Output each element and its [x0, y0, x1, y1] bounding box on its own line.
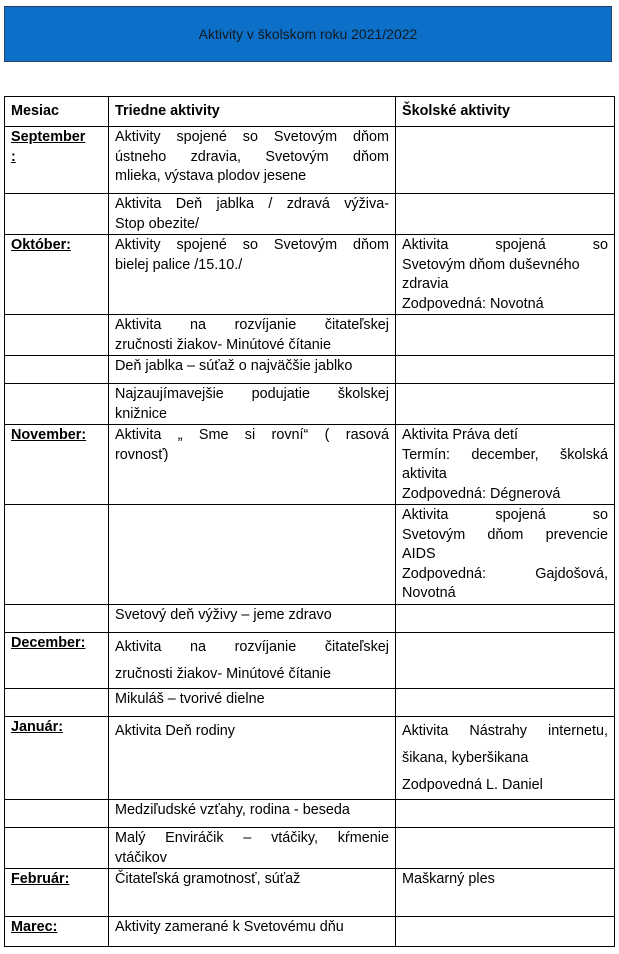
class-activity-cell-line: vtáčikov: [115, 849, 167, 866]
school-activity-cell: [396, 384, 615, 425]
school-activity-cell-line: AIDS: [402, 546, 436, 562]
table-row: [5, 127, 615, 194]
school-activity-cell-line: Novotná: [402, 585, 456, 601]
table-row: [5, 800, 615, 828]
month-label: Marec:: [11, 919, 58, 935]
month-cell: [5, 235, 109, 315]
school-activity-cell-line: Aktivita spojená so: [402, 237, 608, 253]
class-activity-cell: [109, 315, 396, 356]
month-cell: [5, 869, 109, 917]
class-activity-cell-line: Deň jablka – súťaž o najväčšie jablko: [115, 358, 353, 374]
month-label: December:: [11, 635, 86, 651]
school-activity-cell: [396, 425, 615, 505]
school-activity-cell: [396, 917, 615, 947]
class-activity-cell: [109, 356, 396, 384]
school-activity-cell: [396, 633, 615, 689]
class-activity-cell: [109, 917, 396, 947]
school-activity-cell-line: aktivita: [402, 466, 447, 482]
class-activity-cell-line: Malý Enviráčik – vtáčiky, kŕmenie: [115, 830, 389, 846]
month-cell: [5, 356, 109, 384]
school-activity-cell: [396, 869, 615, 917]
class-activity-cell-line: Mikuláš – tvorivé dielne: [115, 691, 265, 707]
month-label: November:: [11, 427, 87, 443]
header-banner: [4, 6, 612, 62]
class-activity-cell: [109, 605, 396, 633]
month-cell: [5, 505, 109, 605]
month-cell: [5, 315, 109, 356]
table-row: [5, 425, 615, 505]
class-activity-cell: [109, 505, 396, 605]
class-activity-cell-line: Najzaujímavejšie podujatie školskej: [115, 386, 389, 402]
school-activity-cell-line: Aktivita Práva detí: [402, 427, 518, 443]
class-activity-cell-line: Aktivity zamerané k Svetovému dňu: [115, 919, 344, 935]
table-row: [5, 505, 615, 605]
school-activity-cell-line: šikana, kyberšikana: [402, 750, 529, 766]
table-row: [5, 356, 615, 384]
class-activity-cell: [109, 828, 396, 869]
class-activity-cell: [109, 384, 396, 425]
school-activity-cell-line: Svetovým dňom prevencie: [402, 526, 608, 543]
month-cell: [5, 605, 109, 633]
school-activity-cell-line: Zodpovedná: Novotná: [402, 295, 544, 312]
class-activity-cell-line: Stop obezite/: [115, 215, 200, 232]
table-row: [5, 828, 615, 869]
month-label: Február:: [11, 871, 70, 887]
month-cell: [5, 384, 109, 425]
month-cell: [5, 917, 109, 947]
school-activity-cell: [396, 800, 615, 828]
school-activity-cell-line: Aktivita Nástrahy internetu,: [402, 723, 608, 739]
class-activity-cell: [109, 717, 396, 800]
class-activity-cell-line: Aktivita na rozvíjanie čitateľskej: [115, 317, 389, 333]
class-activity-cell-line: Aktivita Deň rodiny: [115, 723, 235, 739]
month-cell: [5, 425, 109, 505]
table-row: [5, 384, 615, 425]
table-row: [5, 315, 615, 356]
header-school-activities: Školské aktivity: [396, 97, 615, 127]
class-activity-cell-line: knižnice: [115, 405, 167, 422]
school-activity-cell-line: Termín: december, školská: [402, 446, 608, 463]
month-label: :: [11, 148, 16, 165]
class-activity-cell-line: bielej palice /15.10./: [115, 256, 243, 273]
school-activity-cell: [396, 717, 615, 800]
school-activity-cell-line: Zodpovedná: Gajdošová,: [402, 565, 608, 582]
school-activity-cell: [396, 689, 615, 717]
activities-table: [4, 96, 615, 947]
class-activity-cell-line: Medziľudské vzťahy, rodina - beseda: [115, 802, 350, 818]
table-row: [5, 869, 615, 917]
table-row: [5, 633, 615, 689]
school-activity-cell: [396, 356, 615, 384]
banner-title: Aktivity v školskom roku 2021/2022: [198, 26, 418, 42]
class-activity-cell-line: ústneho zdravia, Svetovým dňom: [115, 148, 389, 165]
month-cell: [5, 689, 109, 717]
class-activity-cell: [109, 800, 396, 828]
school-activity-cell: [396, 235, 615, 315]
header-class-activities: Triedne aktivity: [109, 97, 396, 127]
month-label: Október:: [11, 237, 71, 253]
school-activity-cell-line: Zodpovedná: Dégnerová: [402, 485, 561, 502]
school-activity-cell: [396, 505, 615, 605]
table-row: [5, 917, 615, 947]
table-header-row: [5, 97, 615, 127]
month-cell: [5, 633, 109, 689]
class-activity-cell: [109, 633, 396, 689]
class-activity-cell-line: Čitateľská gramotnosť, súťaž: [115, 871, 301, 887]
school-activity-cell: [396, 315, 615, 356]
class-activity-cell-line: Aktivita Deň jablka / zdravá výživa-: [115, 196, 389, 212]
month-label: September: [11, 129, 86, 145]
month-cell: [5, 127, 109, 194]
school-activity-cell: [396, 127, 615, 194]
school-activity-cell-line: zdravia: [402, 276, 449, 292]
class-activity-cell-line: zručnosti žiakov- Minútové čítanie: [115, 666, 331, 682]
table-row: [5, 605, 615, 633]
class-activity-cell-line: zručnosti žiakov- Minútové čítanie: [115, 336, 331, 353]
class-activity-cell-line: Svetový deň výživy – jeme zdravo: [115, 607, 332, 623]
class-activity-cell-line: Aktivity spojené so Svetovým dňom: [115, 237, 389, 253]
school-activity-cell-line: Svetovým dňom duševného: [402, 256, 580, 273]
month-cell: [5, 828, 109, 869]
month-cell: [5, 717, 109, 800]
table-row: [5, 194, 615, 235]
class-activity-cell: [109, 127, 396, 194]
school-activity-cell-line: Aktivita spojená so: [402, 507, 608, 523]
class-activity-cell: [109, 235, 396, 315]
month-cell: [5, 800, 109, 828]
month-cell: [5, 194, 109, 235]
table-row: [5, 689, 615, 717]
school-activity-cell: [396, 194, 615, 235]
table-row: [5, 235, 615, 315]
school-activity-cell-line: Zodpovedná L. Daniel: [402, 777, 543, 793]
class-activity-cell: [109, 869, 396, 917]
class-activity-cell: [109, 689, 396, 717]
class-activity-cell-line: Aktivita na rozvíjanie čitateľskej: [115, 639, 389, 655]
school-activity-cell-line: Maškarný ples: [402, 871, 495, 887]
header-month: Mesiac: [5, 97, 109, 127]
table-row: [5, 717, 615, 800]
class-activity-cell: [109, 194, 396, 235]
month-label: Január:: [11, 719, 63, 735]
class-activity-cell-line: rovnosť): [115, 446, 169, 463]
class-activity-cell-line: Aktivita „ Sme si rovní“ ( rasová: [115, 427, 389, 443]
school-activity-cell: [396, 828, 615, 869]
class-activity-cell: [109, 425, 396, 505]
class-activity-cell-line: mlieka, výstava plodov jesene: [115, 168, 307, 184]
school-activity-cell: [396, 605, 615, 633]
class-activity-cell-line: Aktivity spojené so Svetovým dňom: [115, 129, 389, 145]
